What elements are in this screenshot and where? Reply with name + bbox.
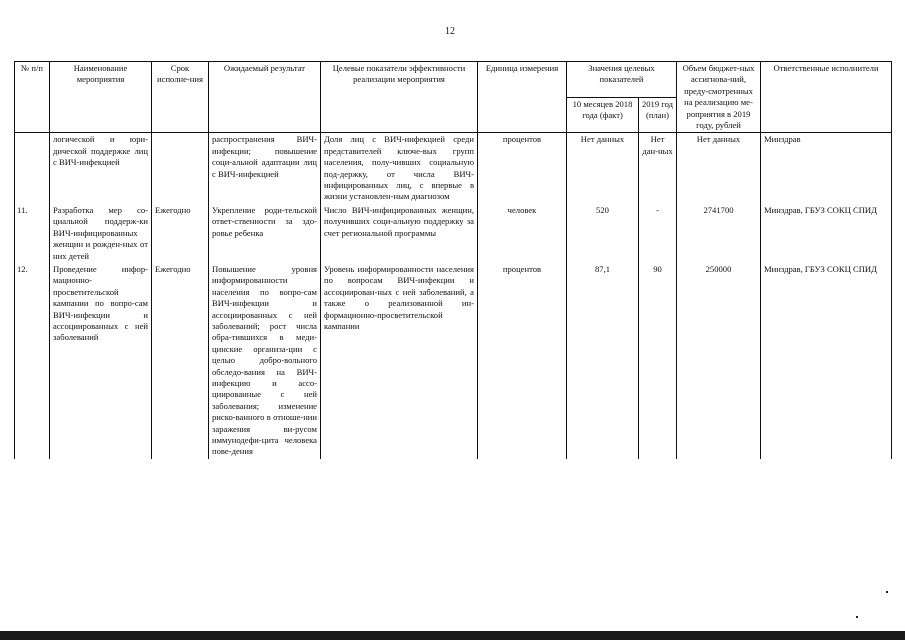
row-unit: человек	[478, 204, 567, 263]
row-result: Укрепление роди-тельской ответ-ственности за здо-ровье ребенка	[209, 204, 321, 263]
scan-bottom-edge	[0, 631, 905, 640]
header-executors: Ответственные исполнители	[761, 62, 892, 133]
row-value-2018: 520	[567, 204, 639, 263]
header-name: Наименование мероприятия	[50, 62, 152, 133]
table-row	[15, 133, 892, 204]
row-result: распространения ВИЧ-инфекции; повышение соци-альной адаптации лиц с ВИЧ-инфекцией	[209, 133, 321, 204]
row-indicator: Доля лиц с ВИЧ-инфекцией среди представителей ключе-вых групп населения, полу-чивших социальную под-держку, от числа ВИЧ-инфицированных лиц, с впервые в жизни установлен-ным диагнозом	[321, 133, 478, 204]
row-term	[152, 133, 209, 204]
header-term: Срок исполне-ния	[152, 62, 209, 133]
row-name: логической и юри-дической поддержке лиц с ВИЧ-инфекцией	[50, 133, 152, 204]
row-num	[15, 133, 50, 204]
table-header-row	[15, 62, 892, 98]
header-unit: Единица измерения	[478, 62, 567, 133]
row-num: 11.	[15, 204, 50, 263]
row-value-2019: 90	[639, 263, 677, 459]
row-unit: процентов	[478, 263, 567, 459]
row-value-2018: Нет данных	[567, 133, 639, 204]
page-number: 12	[445, 26, 455, 37]
row-result: Повышение уровня информированности населения по вопро-сам ВИЧ-инфекции и ассоциированных с ней заболеваний; рост числа обра-тившихся в меди-цинские организа-ции с целью добро-вольного обследо-вания на ВИЧ-инфекцию и ассо-циированные с ней заболевания; изменение риско-ванного в отноше-нии заражения ви-русом иммунодефи-цита человека пове-дения	[209, 263, 321, 459]
header-result: Ожидаемый результат	[209, 62, 321, 133]
header-values: Значения целевых показателей	[567, 62, 677, 98]
scan-speck	[856, 616, 858, 618]
header-indicators: Целевые показатели эффективности реализации мероприятия	[321, 62, 478, 133]
row-value-2019: -	[639, 204, 677, 263]
header-num: № п/п	[15, 62, 50, 133]
table-row	[15, 204, 892, 263]
row-term: Ежегодно	[152, 263, 209, 459]
row-name: Разработка мер со-циальной поддерж-ки ВИЧ-инфицированных женщин и рожден-ных от них детей	[50, 204, 152, 263]
header-values-2019: 2019 год (план)	[639, 97, 677, 133]
header-budget: Объем бюджет-ных ассигнова-ний, преду-смотренных на реализацию ме-роприятия в 2019 году, рублей	[677, 62, 761, 133]
row-indicator: Число ВИЧ-инфицированных женщин, получивших соци-альную поддержку за счет региональной программы	[321, 204, 478, 263]
row-name: Проведение инфор-мационно-просветительской кампании по вопро-сам ВИЧ-инфекции и ассоциированных с ней заболеваний	[50, 263, 152, 459]
row-budget: 2741700	[677, 204, 761, 263]
row-indicator: Уровень информированности населения по вопросам ВИЧ-инфекции и ассоциирован-ных с ней заболеваний, а также о реализованной ин-формационно-просветительской кампании	[321, 263, 478, 459]
measures-table	[14, 61, 892, 459]
row-budget: Нет данных	[677, 133, 761, 204]
row-num: 12.	[15, 263, 50, 459]
row-unit: процентов	[478, 133, 567, 204]
header-values-2018: 10 месяцев 2018 года (факт)	[567, 97, 639, 133]
row-budget: 250000	[677, 263, 761, 459]
row-executors: Минздрав, ГБУЗ СОКЦ СПИД	[761, 204, 892, 263]
row-value-2018: 87,1	[567, 263, 639, 459]
row-value-2019: Нет дан-ных	[639, 133, 677, 204]
table-row	[15, 263, 892, 459]
scan-speck	[886, 591, 888, 593]
row-executors: Минздрав	[761, 133, 892, 204]
row-term: Ежегодно	[152, 204, 209, 263]
row-executors: Минздрав, ГБУЗ СОКЦ СПИД	[761, 263, 892, 459]
